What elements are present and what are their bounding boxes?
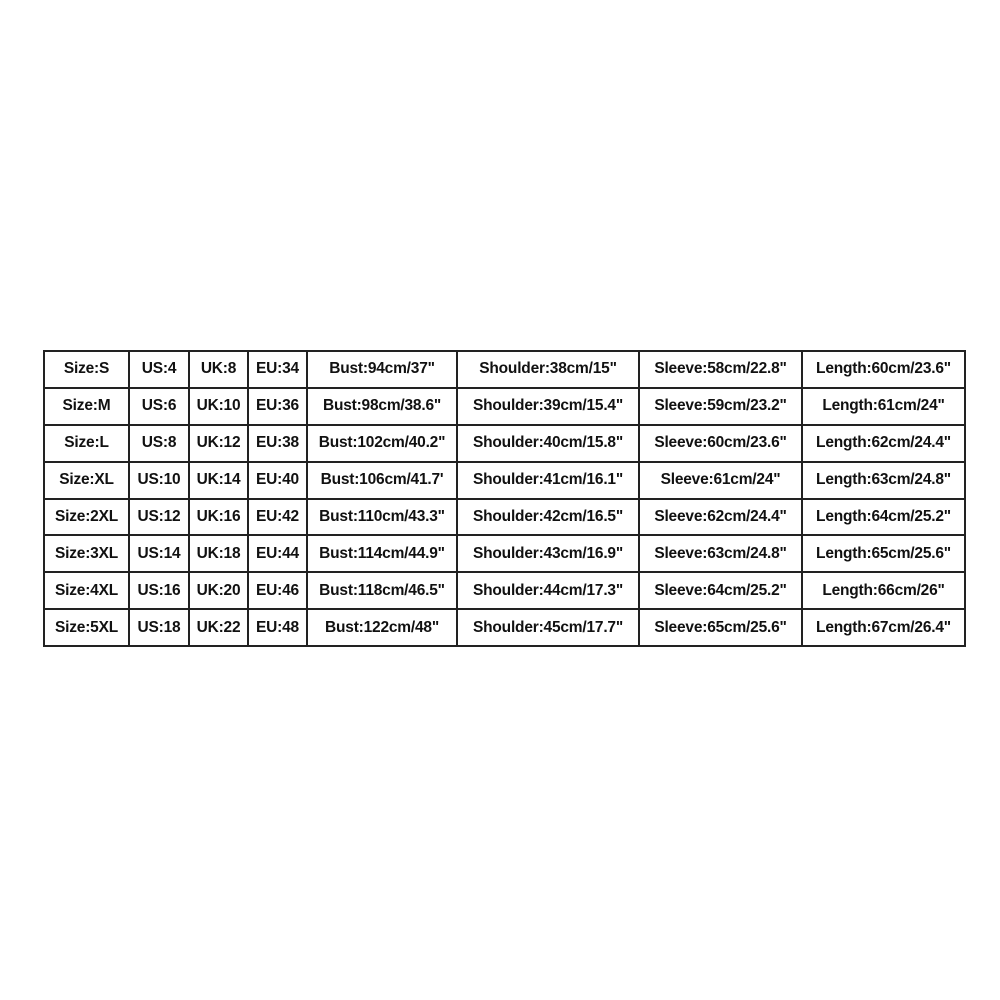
table-row <box>44 535 965 572</box>
size-cell: Size:XL <box>44 462 129 499</box>
length-cell: Length:66cm/26" <box>802 572 965 609</box>
shoulder-cell: Shoulder:40cm/15.8" <box>457 425 639 462</box>
uk-size-cell: UK:22 <box>189 609 248 646</box>
sleeve-cell: Sleeve:62cm/24.4" <box>639 499 802 536</box>
table-row <box>44 388 965 425</box>
uk-size-cell: UK:16 <box>189 499 248 536</box>
us-size-cell: US:16 <box>129 572 189 609</box>
bust-cell: Bust:102cm/40.2" <box>307 425 457 462</box>
sleeve-cell: Sleeve:60cm/23.6" <box>639 425 802 462</box>
length-cell: Length:65cm/25.6" <box>802 535 965 572</box>
bust-cell: Bust:94cm/37" <box>307 351 457 388</box>
bust-cell: Bust:106cm/41.7' <box>307 462 457 499</box>
us-size-cell: US:14 <box>129 535 189 572</box>
bust-cell: Bust:114cm/44.9" <box>307 535 457 572</box>
eu-size-cell: EU:46 <box>248 572 307 609</box>
size-cell: Size:5XL <box>44 609 129 646</box>
bust-cell: Bust:98cm/38.6" <box>307 388 457 425</box>
us-size-cell: US:18 <box>129 609 189 646</box>
length-cell: Length:60cm/23.6" <box>802 351 965 388</box>
uk-size-cell: UK:10 <box>189 388 248 425</box>
us-size-cell: US:6 <box>129 388 189 425</box>
length-cell: Length:63cm/24.8" <box>802 462 965 499</box>
table-row <box>44 499 965 536</box>
size-cell: Size:S <box>44 351 129 388</box>
eu-size-cell: EU:44 <box>248 535 307 572</box>
size-cell: Size:4XL <box>44 572 129 609</box>
size-cell: Size:M <box>44 388 129 425</box>
us-size-cell: US:4 <box>129 351 189 388</box>
bust-cell: Bust:110cm/43.3" <box>307 499 457 536</box>
eu-size-cell: EU:42 <box>248 499 307 536</box>
sleeve-cell: Sleeve:64cm/25.2" <box>639 572 802 609</box>
eu-size-cell: EU:34 <box>248 351 307 388</box>
table-row <box>44 425 965 462</box>
size-chart-table <box>43 350 966 647</box>
table-row <box>44 572 965 609</box>
bust-cell: Bust:122cm/48" <box>307 609 457 646</box>
shoulder-cell: Shoulder:39cm/15.4" <box>457 388 639 425</box>
shoulder-cell: Shoulder:44cm/17.3" <box>457 572 639 609</box>
sleeve-cell: Sleeve:63cm/24.8" <box>639 535 802 572</box>
table-row <box>44 462 965 499</box>
size-cell: Size:2XL <box>44 499 129 536</box>
size-cell: Size:3XL <box>44 535 129 572</box>
uk-size-cell: UK:20 <box>189 572 248 609</box>
uk-size-cell: UK:14 <box>189 462 248 499</box>
table-row <box>44 609 965 646</box>
sleeve-cell: Sleeve:58cm/22.8" <box>639 351 802 388</box>
shoulder-cell: Shoulder:45cm/17.7" <box>457 609 639 646</box>
size-cell: Size:L <box>44 425 129 462</box>
table-row <box>44 351 965 388</box>
size-chart-body <box>44 351 965 646</box>
length-cell: Length:67cm/26.4" <box>802 609 965 646</box>
shoulder-cell: Shoulder:43cm/16.9" <box>457 535 639 572</box>
us-size-cell: US:12 <box>129 499 189 536</box>
length-cell: Length:61cm/24" <box>802 388 965 425</box>
shoulder-cell: Shoulder:41cm/16.1" <box>457 462 639 499</box>
eu-size-cell: EU:36 <box>248 388 307 425</box>
us-size-cell: US:10 <box>129 462 189 499</box>
shoulder-cell: Shoulder:42cm/16.5" <box>457 499 639 536</box>
length-cell: Length:64cm/25.2" <box>802 499 965 536</box>
sleeve-cell: Sleeve:61cm/24" <box>639 462 802 499</box>
eu-size-cell: EU:38 <box>248 425 307 462</box>
us-size-cell: US:8 <box>129 425 189 462</box>
uk-size-cell: UK:12 <box>189 425 248 462</box>
bust-cell: Bust:118cm/46.5" <box>307 572 457 609</box>
eu-size-cell: EU:40 <box>248 462 307 499</box>
shoulder-cell: Shoulder:38cm/15" <box>457 351 639 388</box>
uk-size-cell: UK:8 <box>189 351 248 388</box>
length-cell: Length:62cm/24.4" <box>802 425 965 462</box>
sleeve-cell: Sleeve:59cm/23.2" <box>639 388 802 425</box>
uk-size-cell: UK:18 <box>189 535 248 572</box>
sleeve-cell: Sleeve:65cm/25.6" <box>639 609 802 646</box>
eu-size-cell: EU:48 <box>248 609 307 646</box>
